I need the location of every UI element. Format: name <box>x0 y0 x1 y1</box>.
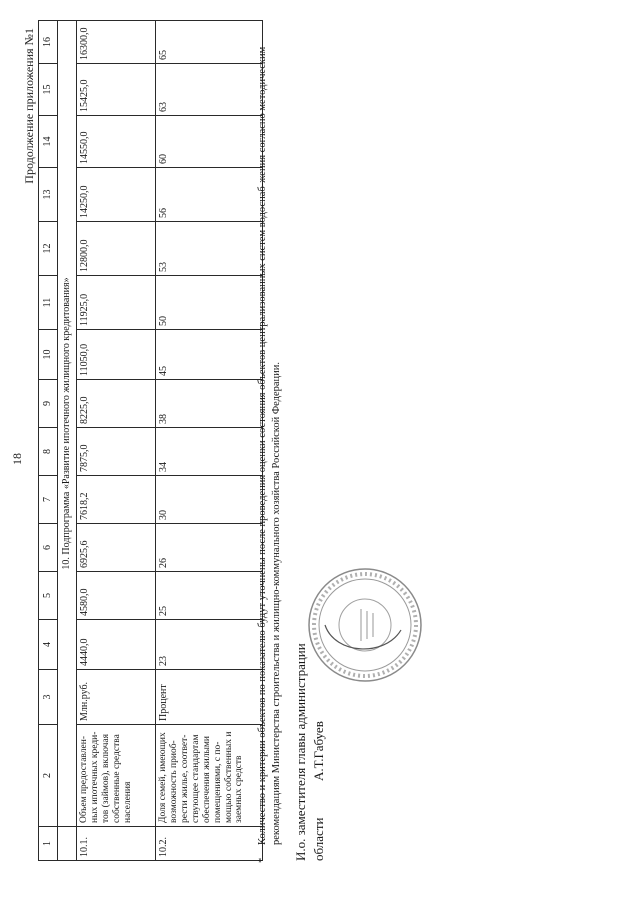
header-cell: 10 <box>39 330 58 380</box>
header-row <box>39 21 58 861</box>
value-cell: 14550,0 <box>77 116 156 168</box>
subprogram-title: 10. Подпрограмма «Развитие ипотечного жилищного кредитования» <box>58 21 77 827</box>
header-cell: 6 <box>39 524 58 572</box>
value-cell: 4440,0 <box>77 620 156 670</box>
value-cell: 8225,0 <box>77 380 156 428</box>
header-cell: 12 <box>39 222 58 276</box>
value-cell: 65 <box>156 21 263 64</box>
value-cell: 25 <box>156 572 263 620</box>
row-number: 10.2. <box>156 827 263 861</box>
value-cell: 38 <box>156 380 263 428</box>
value-cell: 53 <box>156 222 263 276</box>
value-cell: 14250,0 <box>77 168 156 222</box>
row-number: 10.1. <box>77 827 156 861</box>
indicator-table <box>38 20 263 861</box>
value-cell: 11925,0 <box>77 276 156 330</box>
official-seal-icon <box>305 565 425 685</box>
value-cell: 6925,6 <box>77 524 156 572</box>
header-cell: 16 <box>39 21 58 64</box>
value-cell: 34 <box>156 428 263 476</box>
value-cell: 12800,0 <box>77 222 156 276</box>
header-cell: 13 <box>39 168 58 222</box>
unit-cell: Млн.руб. <box>77 670 156 725</box>
value-cell: 7618,2 <box>77 476 156 524</box>
header-cell: 4 <box>39 620 58 670</box>
value-cell: 30 <box>156 476 263 524</box>
table-row <box>156 21 263 861</box>
header-cell: 5 <box>39 572 58 620</box>
value-cell: 45 <box>156 330 263 380</box>
footnote <box>256 21 284 861</box>
footnote-text: Количество и критерии объектов по показателю будут уточнены после проведения оценки состояния объектов централизованных систем водоснаб-жения согласно методическим рекомендациям Министерства строительства и жилищно-коммунального хозяйства Российской Федерации. <box>257 46 283 845</box>
value-cell: 50 <box>156 276 263 330</box>
continuation-label: Продолжение приложения №1 <box>22 28 36 184</box>
signature-title: И.о. заместителя главы администрации <box>293 643 308 861</box>
value-cell: 7875,0 <box>77 428 156 476</box>
indicator-name: Доля семей, имеющих возможность приоб-рести жилье, соответ-ствующее стандартам обеспечения жилыми помещениями, с по-мощью собственных и заемных средств <box>156 725 263 827</box>
header-cell: 11 <box>39 276 58 330</box>
value-cell: 11050,0 <box>77 330 156 380</box>
signature-region: области <box>310 817 326 861</box>
indicator-name: Объем предоставлен-ных ипотечных креди-тов (займов), включая собственные средства населения <box>77 725 156 827</box>
subprogram-row <box>58 21 77 861</box>
value-cell: 23 <box>156 620 263 670</box>
header-cell: 9 <box>39 380 58 428</box>
value-cell: 16300,0 <box>77 21 156 64</box>
value-cell: 60 <box>156 116 263 168</box>
page-number: 18 <box>10 453 24 465</box>
footnote-mark: * <box>257 857 268 863</box>
table-row <box>77 21 156 861</box>
header-cell: 14 <box>39 116 58 168</box>
header-cell: 1 <box>39 827 58 861</box>
value-cell: 15425,0 <box>77 64 156 116</box>
header-cell: 7 <box>39 476 58 524</box>
signature-name: А.Т.Габуев <box>310 721 326 781</box>
header-cell: 3 <box>39 670 58 725</box>
header-cell: 15 <box>39 64 58 116</box>
value-cell: 4580,0 <box>77 572 156 620</box>
header-cell: 8 <box>39 428 58 476</box>
value-cell: 26 <box>156 524 263 572</box>
value-cell: 63 <box>156 64 263 116</box>
value-cell: 56 <box>156 168 263 222</box>
unit-cell: Процент <box>156 670 263 725</box>
header-cell: 2 <box>39 725 58 827</box>
